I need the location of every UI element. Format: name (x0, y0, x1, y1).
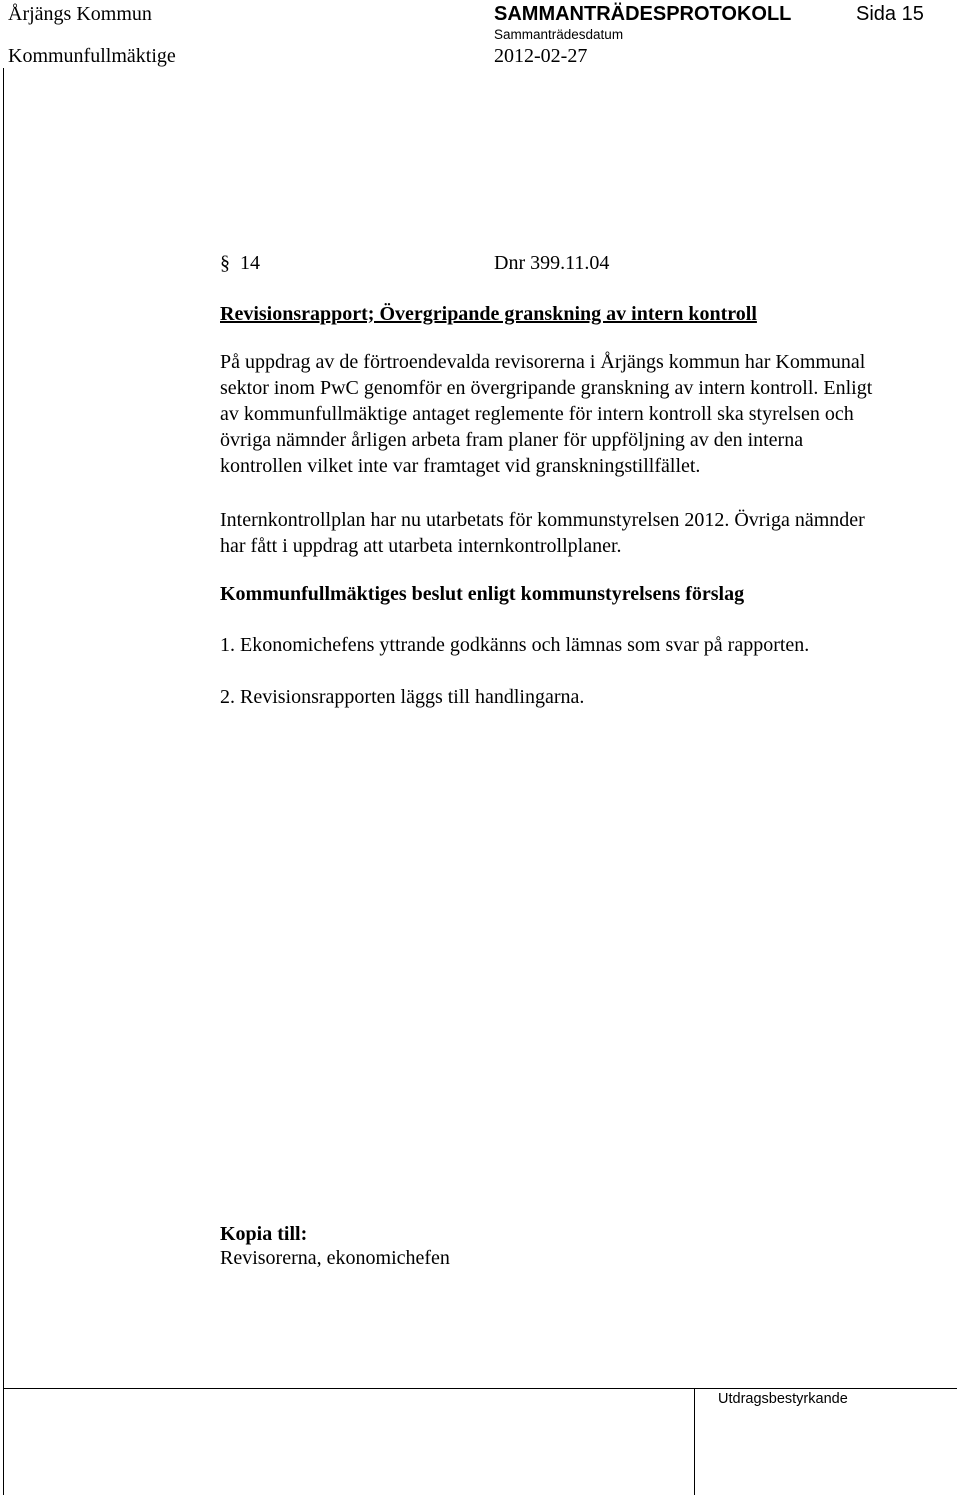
paragraph-line: Internkontrollplan har nu utarbetats för kommunstyrelsen 2012. Övriga nämnder (220, 509, 865, 531)
paragraph-line: av kommunfullmäktige antaget reglemente för intern kontroll ska styrelsen och (220, 403, 854, 425)
status-paragraph (220, 507, 950, 559)
decision-item: 2. Revisionsrapporten läggs till handlingarna. (220, 686, 585, 708)
paragraph-line: kontrollen vilket inte var framtaget vid granskningstillfället. (220, 455, 701, 477)
committee-name: Kommunfullmäktige (8, 45, 176, 67)
item-title: Revisionsrapport; Övergripande granskning av intern kontroll (220, 303, 757, 325)
paragraph-line: På uppdrag av de förtroendevalda revisorerna i Årjängs kommun har Kommunal (220, 351, 866, 373)
paragraph-line: sektor inom PwC genomför en övergripande granskning av intern kontroll. Enligt (220, 377, 873, 399)
date-caption: Sammanträdesdatum (494, 27, 624, 42)
meeting-date: 2012-02-27 (494, 45, 588, 67)
copy-to-heading: Kopia till: (220, 1223, 308, 1245)
copy-recipients: Revisorerna, ekonomichefen (220, 1247, 450, 1269)
decision-heading: Kommunfullmäktiges beslut enligt kommunstyrelsens förslag (220, 583, 745, 605)
paragraph-line: övriga nämnder årligen arbeta fram planer för uppföljning av den interna (220, 429, 804, 451)
document-type-title: SAMMANTRÄDESPROTOKOLL (494, 3, 792, 25)
page-number: Sida 15 (856, 3, 924, 25)
background-paragraph (220, 349, 950, 479)
diary-number: Dnr 399.11.04 (494, 252, 610, 274)
left-margin-rule (3, 68, 4, 1495)
section-number: 14 (240, 252, 260, 274)
organization-name: Årjängs Kommun (8, 3, 152, 25)
decision-item: 1. Ekonomichefens yttrande godkänns och lämnas som svar på rapporten. (220, 634, 810, 656)
extract-box-left-rule (694, 1388, 695, 1495)
extract-certification-label: Utdragsbestyrkande (718, 1391, 848, 1407)
paragraph-line: har fått i uppdrag att utarbeta internkontrollplaner. (220, 535, 622, 557)
section-sign: § (220, 252, 230, 274)
footer-rule (3, 1388, 957, 1389)
